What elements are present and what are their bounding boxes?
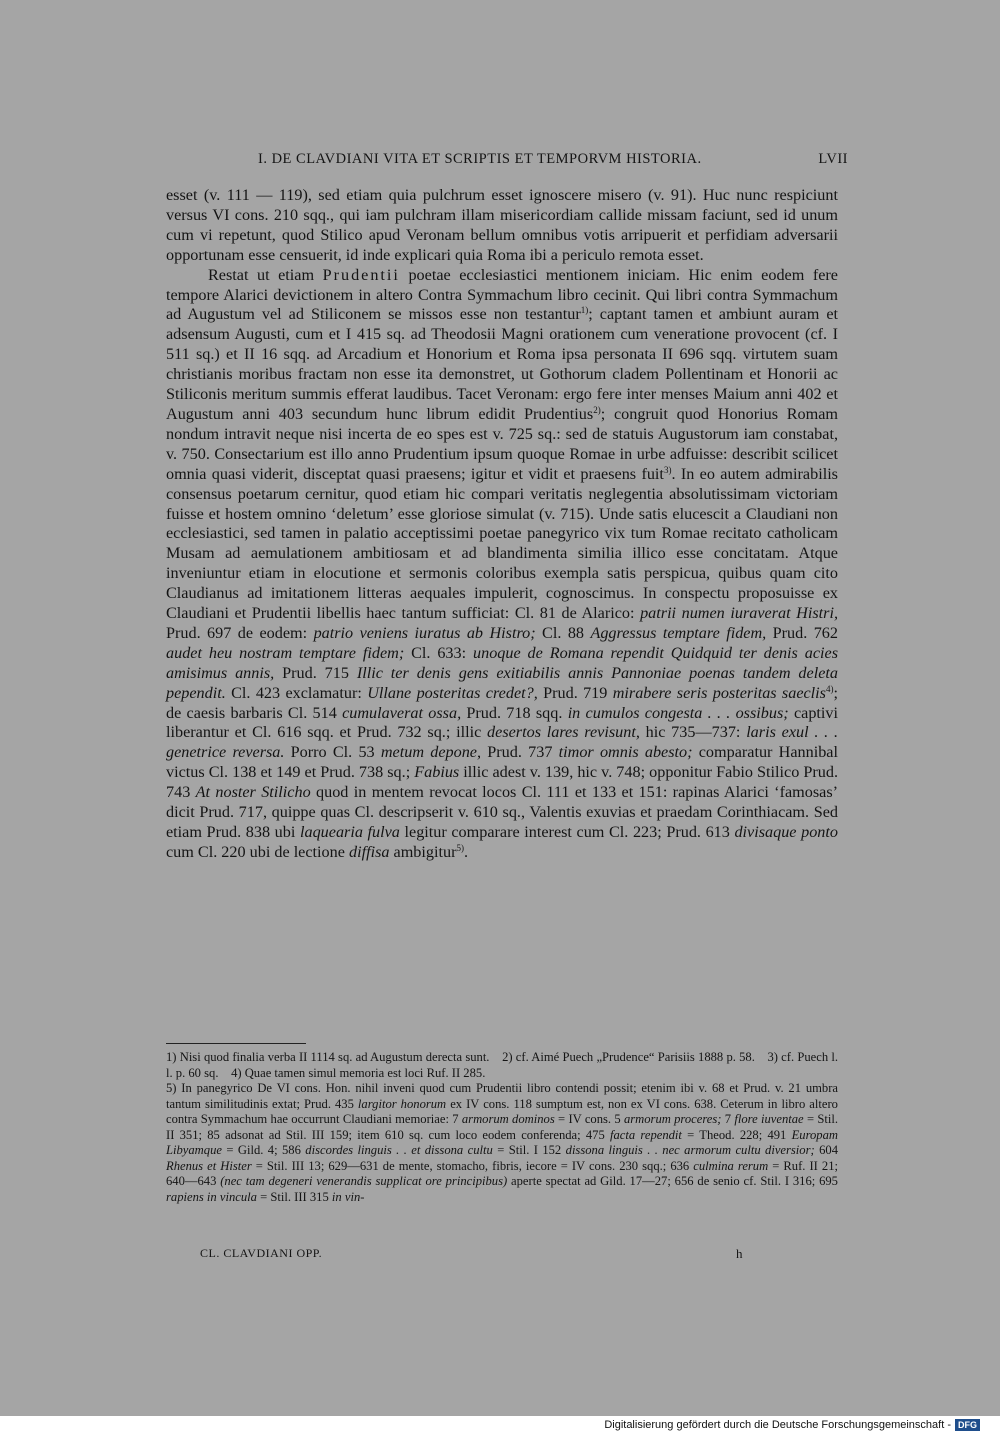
paragraph: Restat ut etiam Prudentii poetae ecclesiastici mentionem iniciam. Hic enim eodem fere tempore Alarici devictionem in altero Contra Symmachum libro cecinit. Qui libri contra Symmachum ad Augustum vel ad Stiliconem se missos esse non testantur$^{1)}$; captant tamen et ambiunt auram et adsensum Augusti, cum et I 415 sq. ad Theodosii Magni orationem cum veneratione provocent (cf. I 511 sq.) et II 16 sqq. ad Arcadium et Honorium et Roma ipsa personata II 696 sqq. virtutem suam christianis moribus fractam non esse ita demonstret, ut Gothorum cladem Pollentinam et Honorii ac Stiliconis meritum summis efferat laudibus. Tacet Veronam: ergo fere inter menses Maium anni 402 et Augustum anni 403 secundum hunc librum edidit Prudentius$^{2)}$; congruit quod Honorius Romam nondum intravit neque nisi incerta de eo spes est v. 725 sq.: sed de statuis Augustorum iam constabat, v. 750. Consectarium est illo anno Prudentium ipsum quoque Romae in urbe adfuisse: describit scilicet omnia quasi viderit, disceptat quasi praesens; igitur et vidit et praesens fuit$^{3)}$. In eo autem admirabilis consensus poetarum cernitur, quod etiam hic compari veritatis neglegentia absolutissimam victoriam fuisse et hostem omnino ‘deletum’ esse gloriose simulat (v. 715). Unde satis elucescit a Claudiani non ecclesiastici, sed tamen in palatio acceptissimi poetae panegyrico vix tum Romae recitato catholicam Musam ad aemulationem ambitiosam et ad blandimenta similia illico esse concitatam. Atque inveniuntur etiam in elocutione et sermonis coloribus exempla satis perspicua, quibus quam cito Claudianus ad imitationem litteras aequales impulerit, cognoscimus. In conspectu proposuisse ex Claudiani et Prudentii libellis haec tantum sufficiat: Cl. 81 de Alarico: patrii numen iuraverat Histri, Prud. 697 de eodem: patrio veniens iuratus ab Histro; Cl. 88 Aggressus temptare fidem, Prud. 762 audet heu nostram temptare fidem; Cl. 633: unoque de Romana rependit Quidquid ter denis acies amisimus annis, Prud. 715 Illic ter denis gens exitiabilis annis Pannoniae poenas tandem deleta pependit. Cl. 423 exclamatur: Ullane posteritas credet?, Prud. 719 mirabere seris posteritas saeclis$^{4)}$; de caesis barbaris Cl. 514 cumulaverat ossa, Prud. 718 sqq. in cumulos congesta . . . ossibus; captivi liberantur et Cl. 616 sqq. et Prud. 732 sq.; illic desertos lares revisunt, hic 735—737: laris exul . . . genetrice reversa. Porro Cl. 53 metum depone, Prud. 737 timor omnis abesto; comparatur Hannibal victus Cl. 138 et 149 et Prud. 738 sq.; Fabius illic adest v. 139, hic v. 748; opponitur Fabio Stilico Prud. 743 At noster Stilicho quod in mentem revocat locos Cl. 111 et 133 et 151: rapinas Alarici ‘famosas’ dicit Prud. 717, quippe quas Cl. descripserit v. 610 sq., Valentis exuvias et praedam Corinthiacam. Sed etiam Prud. 838 ubi laquearia fulva legitur comparare interest cum Cl. 223; Prud. 613 divisaque ponto cum Cl. 220 ubi de lectione diffisa ambigitur$^{5)}$. bbox=[166, 265, 839, 861]
quotation: metum depone, bbox=[380, 743, 482, 762]
quotation: cumulaverat ossa, bbox=[342, 703, 462, 722]
footnote-ref: 5) bbox=[456, 842, 464, 853]
quotation: timor omnis abesto; bbox=[558, 743, 693, 762]
footnote-ref: 3) bbox=[663, 464, 672, 475]
signature-title: CL. CLAVDIANI OPP. bbox=[200, 1246, 323, 1260]
paragraph: esset (v. 111 — 119), sed etiam quia pulchrum esset ignoscere misero (v. 91). Huc nunc respiciunt versus VI cons. 210 sqq., qui iam pulchram illam misericordiam callide missam faciunt, sed id unum cum vi repetunt, quod Stilico apud Veronam bellum omnibus votis arripuerit et perfidiam adversarii opportunam esse censuerit, id inde explicari quia Roma ibi a periculo remota esset. bbox=[166, 186, 838, 264]
quotation: Fabius bbox=[414, 763, 460, 782]
footnote-ref: 2) bbox=[593, 404, 601, 415]
quotation: Illic ter denis gens exitiabilis annis Pannoniae poenas tandem deleta pependit. bbox=[166, 663, 838, 702]
running-header bbox=[258, 151, 848, 173]
quotation: At noster Stilicho bbox=[195, 783, 311, 802]
running-title: I. DE CLAVDIANI VITA ET SCRIPTIS ET TEMPORVM HISTORIA. bbox=[258, 151, 702, 167]
quotation: in cumulos congesta . . . ossibus; bbox=[567, 703, 789, 722]
quotation: patrio veniens iuratus ab Histro; bbox=[313, 623, 536, 642]
dfg-logo: DFG bbox=[955, 1419, 980, 1431]
digitization-credit bbox=[604, 1418, 980, 1432]
footnote-1: 1) Nisi quod finalia verba II 1114 sq. ad Augustum derecta sunt. bbox=[166, 1050, 490, 1064]
footnote-divider bbox=[166, 1043, 306, 1044]
quotation: patrii numen iuraverat Histri, bbox=[640, 604, 838, 623]
footnote-ref: 4) bbox=[825, 683, 834, 694]
footnote-4: 4) Quae tamen simul memoria est loci Ruf. II 285. bbox=[231, 1065, 486, 1080]
quotation: unoque de Romana rependit Quidquid ter denis acies amisimus annis, bbox=[166, 643, 838, 682]
footnote-ref: 1) bbox=[580, 305, 589, 316]
signature-mark: h bbox=[736, 1246, 743, 1261]
quotation: Ullane posteritas credet?, bbox=[367, 683, 538, 702]
signature-line bbox=[200, 1246, 750, 1262]
quotation: diffisa bbox=[348, 842, 390, 861]
footnote-2: 2) cf. Aimé Puech „Prudence“ Parisiis 1888 p. 58. bbox=[502, 1050, 755, 1064]
quotation: desertos lares revisunt, bbox=[487, 723, 640, 742]
quotation: audet heu nostram temptare fidem; bbox=[166, 643, 405, 662]
quotation: divisaque ponto bbox=[734, 823, 838, 841]
footnote-5: 5) In panegyrico De VI cons. Hon. nihil inveni quod cum Prudentii libro contendi possit; etenim ibi v. 68 et Prud. v. 21 umbra tantum similitudinis extat; Prud. 435 largitor honorum ex IV cons. 118 sumptum est, non ex VI cons. 638. Ceterum in libro altero contra Symmachum hae occurrunt Claudiani memoriae: 7 armorum dominos = IV cons. 5 armorum proceres; 7 flore iuventae = Stil. II 351; 85 adsonat ad Stil. III 159; item 610 sq. cum loco eodem conferenda; 475 facta rependit = Theod. 228; 491 Europam Libyamque = Gild. 4; 586 discordes linguis . . et dissona cultu = Stil. I 152 dissona linguis . . nec armorum cultu diversior; 604 Rhenus et Hister = Stil. III 13; 629—631 de mente, stomacho, fibris, iecore = IV cons. 230 sqq.; 636 culmina rerum = Ruf. II 21; 640—643 (nec tam degeneri venerandis supplicat ore principibus) aperte spectat ad Gild. 17—27; 656 de senio cf. Stil. I 316; 695 rapiens in vincula = Stil. III 315 in vin- bbox=[166, 1081, 839, 1204]
page-number: LVII bbox=[818, 151, 848, 167]
credit-text: Digitalisierung gefördert durch die Deutsche Forschungsgemeinschaft - bbox=[604, 1419, 951, 1431]
quotation: laris exul . . . genetrice reversa. bbox=[166, 723, 839, 762]
main-text bbox=[166, 186, 838, 863]
footnotes-short bbox=[166, 1050, 838, 1081]
quotation: laquearia fulva bbox=[299, 823, 400, 841]
footnote-3: 3) cf. Puech l. l. p. 60 sq. bbox=[166, 1050, 838, 1080]
quotation: Aggressus temptare fidem, bbox=[590, 623, 767, 642]
name-prudentius: Prudentii bbox=[322, 265, 400, 284]
footnotes bbox=[166, 1050, 838, 1205]
quotation: mirabere seris posteritas saeclis bbox=[612, 683, 826, 702]
